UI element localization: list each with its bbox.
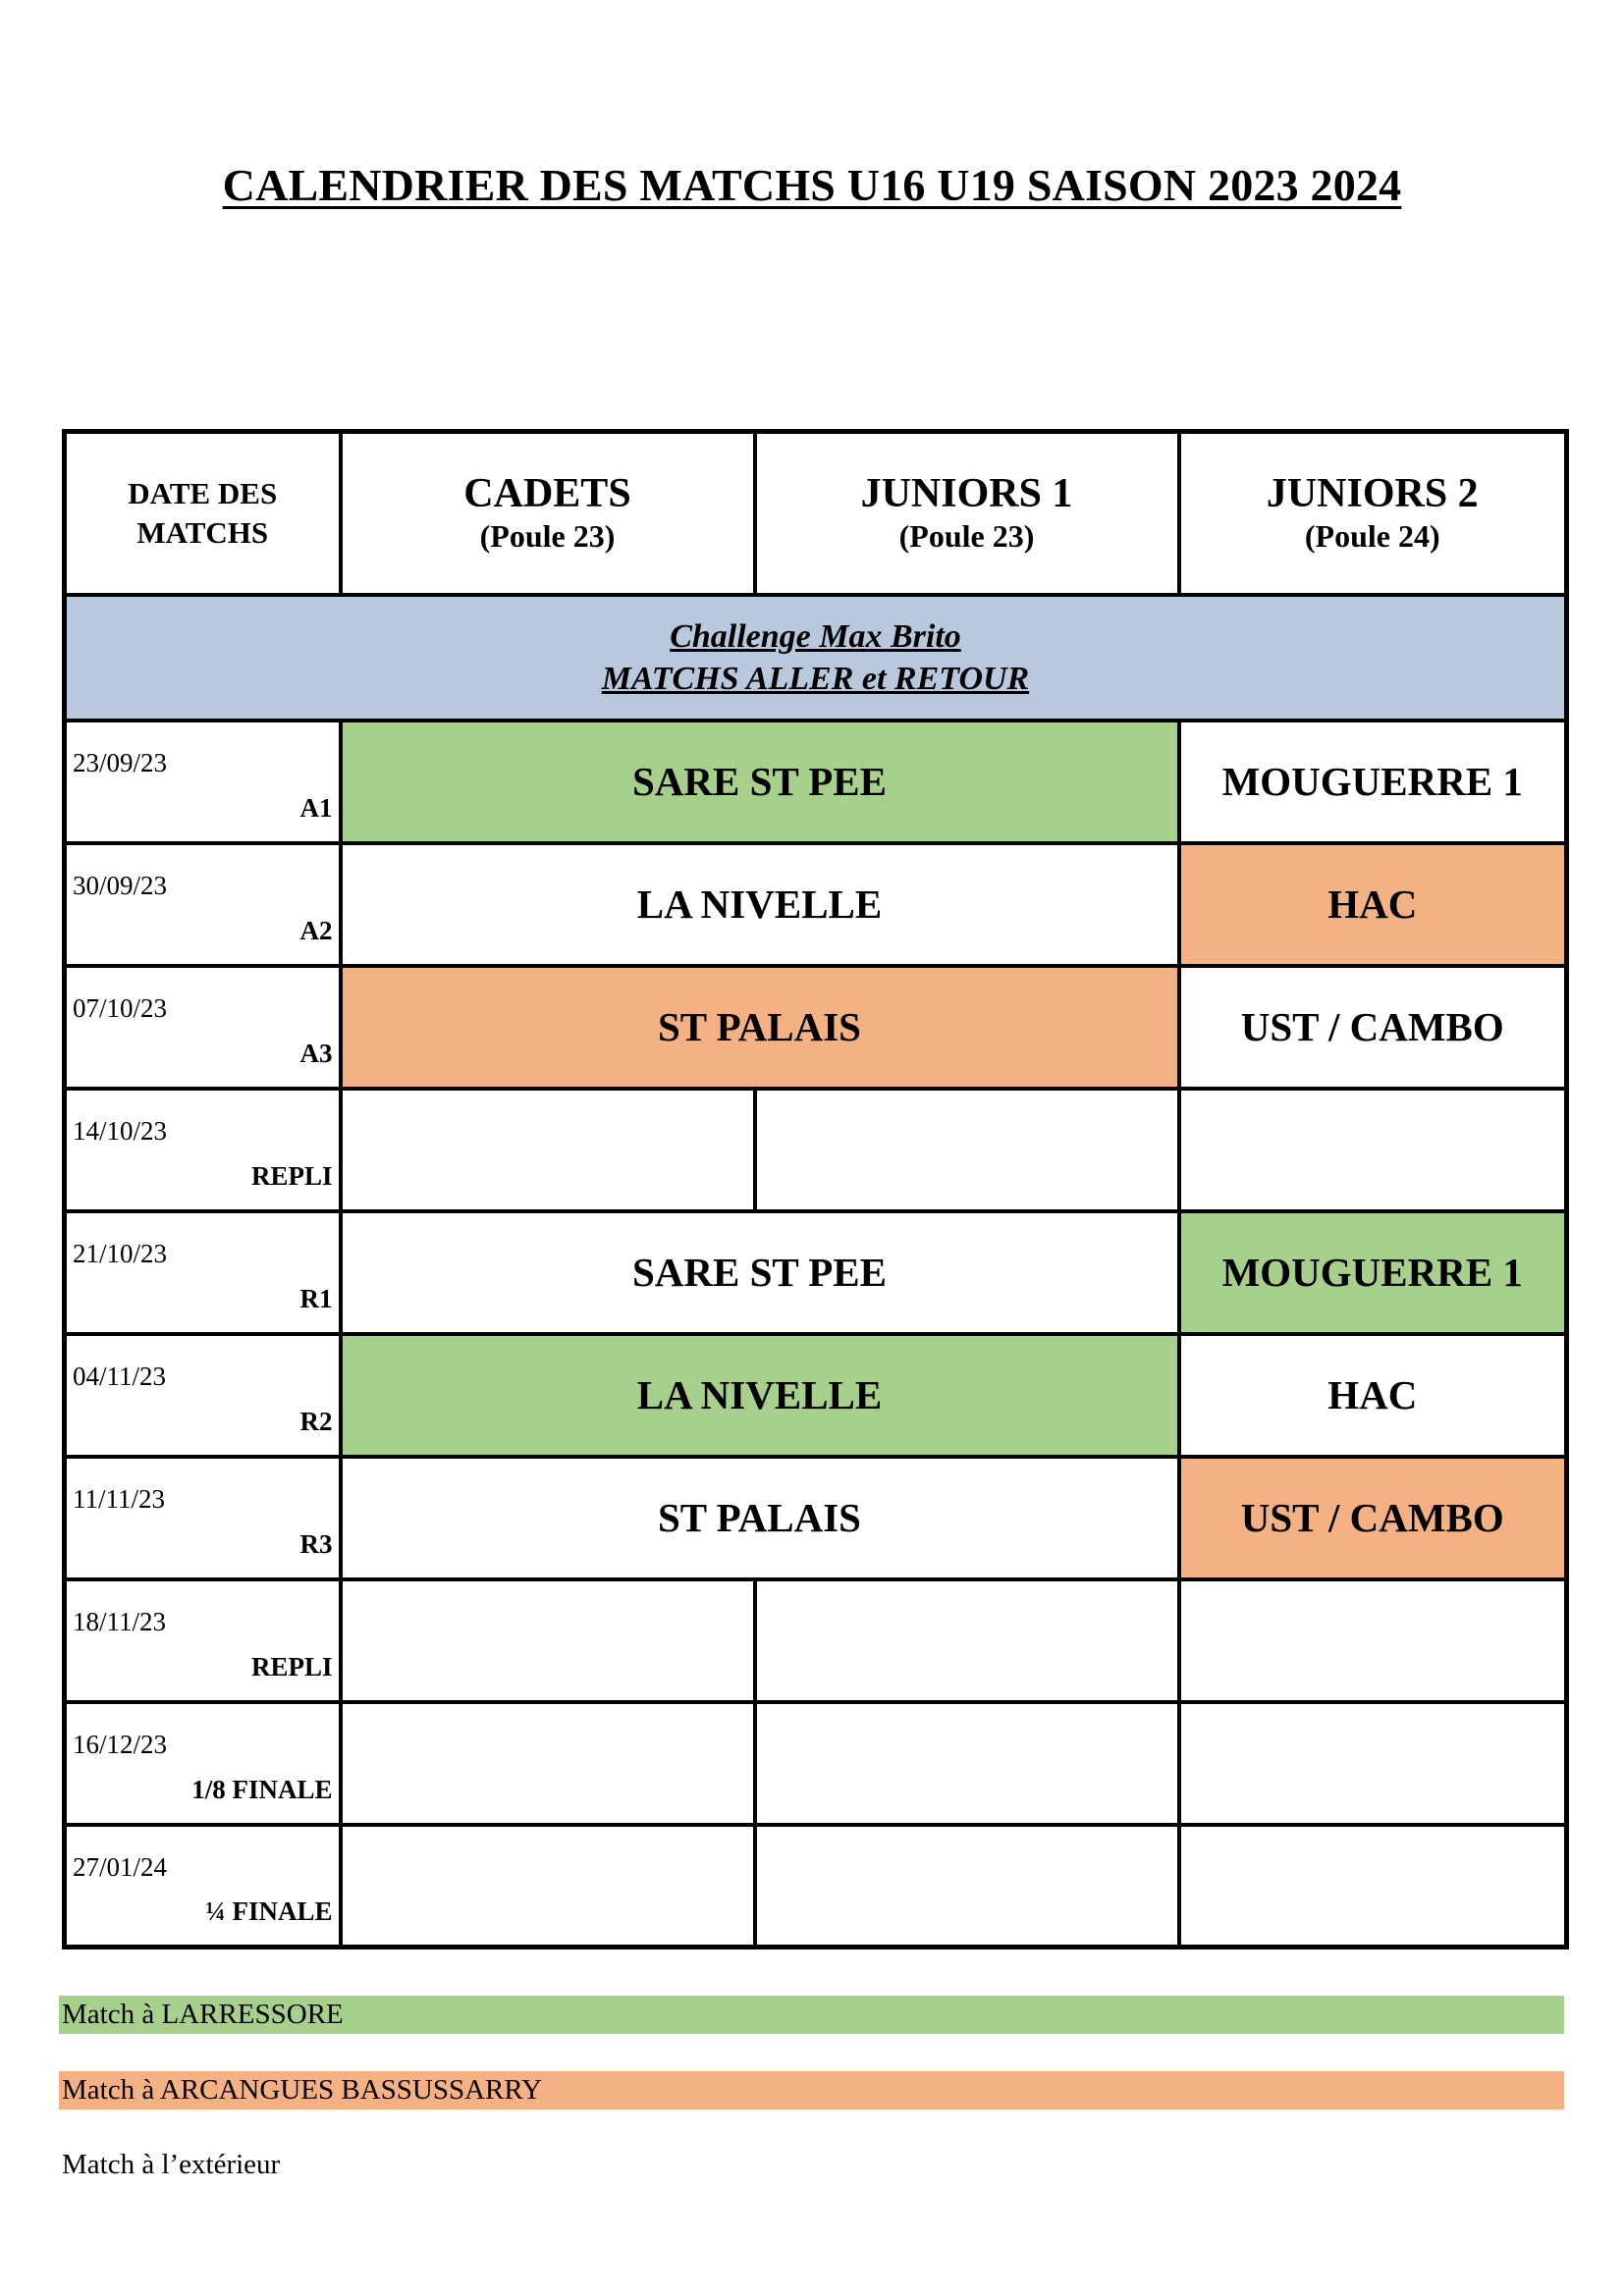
date-cell: [65, 1579, 341, 1702]
banner-line1: Challenge Max Brito: [670, 617, 961, 655]
juniors2-opponent: UST / CAMBO: [1179, 1457, 1567, 1579]
legend-larressore: Match à LARRESSORE: [59, 1996, 1564, 2034]
cadets-cell: [341, 1702, 755, 1825]
header-cadets: [341, 432, 755, 595]
match-round: A3: [299, 1038, 333, 1068]
match-date: 07/10/23: [73, 992, 168, 1023]
match-round: 1/8 FINALE: [191, 1774, 333, 1804]
match-date: 14/10/23: [73, 1115, 168, 1146]
header-cadets-name: CADETS: [463, 470, 631, 516]
match-date: 21/10/23: [73, 1238, 168, 1268]
match-round: REPLI: [250, 1160, 333, 1191]
page-title: CALENDRIER DES MATCHS U16 U19 SAISON 2023 2024: [222, 160, 1402, 210]
table-row: [65, 1211, 1567, 1334]
date-cell: [65, 721, 341, 843]
date-cell: [65, 843, 341, 966]
match-date: 27/01/24: [73, 1851, 168, 1882]
juniors2-opponent: HAC: [1179, 843, 1567, 966]
header-date-line2: MATCHS: [136, 514, 269, 550]
date-cell: [65, 1334, 341, 1457]
date-cell: [65, 1825, 341, 1948]
match-round: A2: [299, 915, 333, 945]
match-round: R3: [299, 1528, 333, 1559]
table-row: [65, 1089, 1567, 1211]
juniors1-cell: [755, 1579, 1179, 1702]
table-row: [65, 1825, 1567, 1948]
cadets-cell: [341, 1579, 755, 1702]
juniors2-opponent: UST / CAMBO: [1179, 966, 1567, 1089]
table-row: [65, 843, 1567, 966]
date-cell: [65, 1457, 341, 1579]
match-date: 23/09/23: [73, 747, 168, 777]
date-cell: [65, 966, 341, 1089]
table-row: [65, 1334, 1567, 1457]
match-date: 04/11/23: [73, 1361, 167, 1391]
juniors2-cell: [1179, 1089, 1567, 1211]
date-cell: [65, 1702, 341, 1825]
juniors2-opponent: MOUGUERRE 1: [1179, 1211, 1567, 1334]
match-date: 11/11/23: [73, 1483, 165, 1514]
cadets-juniors1-opponent: SARE ST PEE: [341, 721, 1179, 843]
cadets-juniors1-opponent: LA NIVELLE: [341, 1334, 1179, 1457]
table-row: [65, 1457, 1567, 1579]
legend-arcangues-bassussarry: Match à ARCANGUES BASSUSSARRY: [59, 2071, 1564, 2109]
table-row: [65, 1702, 1567, 1825]
header-juniors1-pool: (Poule 23): [898, 517, 1035, 554]
match-round: REPLI: [250, 1651, 333, 1682]
juniors2-cell: [1179, 1825, 1567, 1948]
match-round: R2: [299, 1406, 333, 1436]
match-round: A1: [299, 792, 333, 823]
juniors1-cell: [755, 1089, 1179, 1211]
juniors1-cell: [755, 1825, 1179, 1948]
juniors2-opponent: MOUGUERRE 1: [1179, 721, 1567, 843]
juniors2-cell: [1179, 1579, 1567, 1702]
header-date: [65, 432, 341, 595]
match-date: 16/12/23: [73, 1729, 168, 1759]
juniors1-cell: [755, 1702, 1179, 1825]
cadets-cell: [341, 1825, 755, 1948]
header-juniors1-name: JUNIORS 1: [860, 470, 1073, 516]
header-juniors2: [1179, 432, 1567, 595]
header-date-line1: DATE DES: [128, 475, 278, 510]
cadets-juniors1-opponent: ST PALAIS: [341, 1457, 1179, 1579]
match-round: R1: [299, 1283, 333, 1313]
cadets-juniors1-opponent: ST PALAIS: [341, 966, 1179, 1089]
match-calendar-table: [62, 429, 1569, 1949]
juniors2-cell: [1179, 1702, 1567, 1825]
challenge-banner: [65, 595, 1567, 721]
header-juniors1: [755, 432, 1179, 595]
juniors2-opponent: HAC: [1179, 1334, 1567, 1457]
cadets-juniors1-opponent: LA NIVELLE: [341, 843, 1179, 966]
table-row: [65, 966, 1567, 1089]
banner-row: [65, 595, 1567, 721]
table-header-row: [65, 432, 1567, 595]
cadets-cell: [341, 1089, 755, 1211]
table-row: [65, 1579, 1567, 1702]
legend-away: Match à l’extérieur: [62, 2149, 281, 2180]
header-juniors2-pool: (Poule 24): [1304, 517, 1440, 554]
header-juniors2-name: JUNIORS 2: [1266, 470, 1479, 516]
cadets-juniors1-opponent: SARE ST PEE: [341, 1211, 1179, 1334]
date-cell: [65, 1089, 341, 1211]
header-cadets-pool: (Poule 23): [479, 517, 616, 554]
banner-line2: MATCHS ALLER et RETOUR: [601, 660, 1030, 697]
match-round: ¼ FINALE: [205, 1896, 333, 1926]
table-row: [65, 721, 1567, 843]
match-date: 30/09/23: [73, 870, 168, 900]
date-cell: [65, 1211, 341, 1334]
match-date: 18/11/23: [73, 1606, 167, 1636]
